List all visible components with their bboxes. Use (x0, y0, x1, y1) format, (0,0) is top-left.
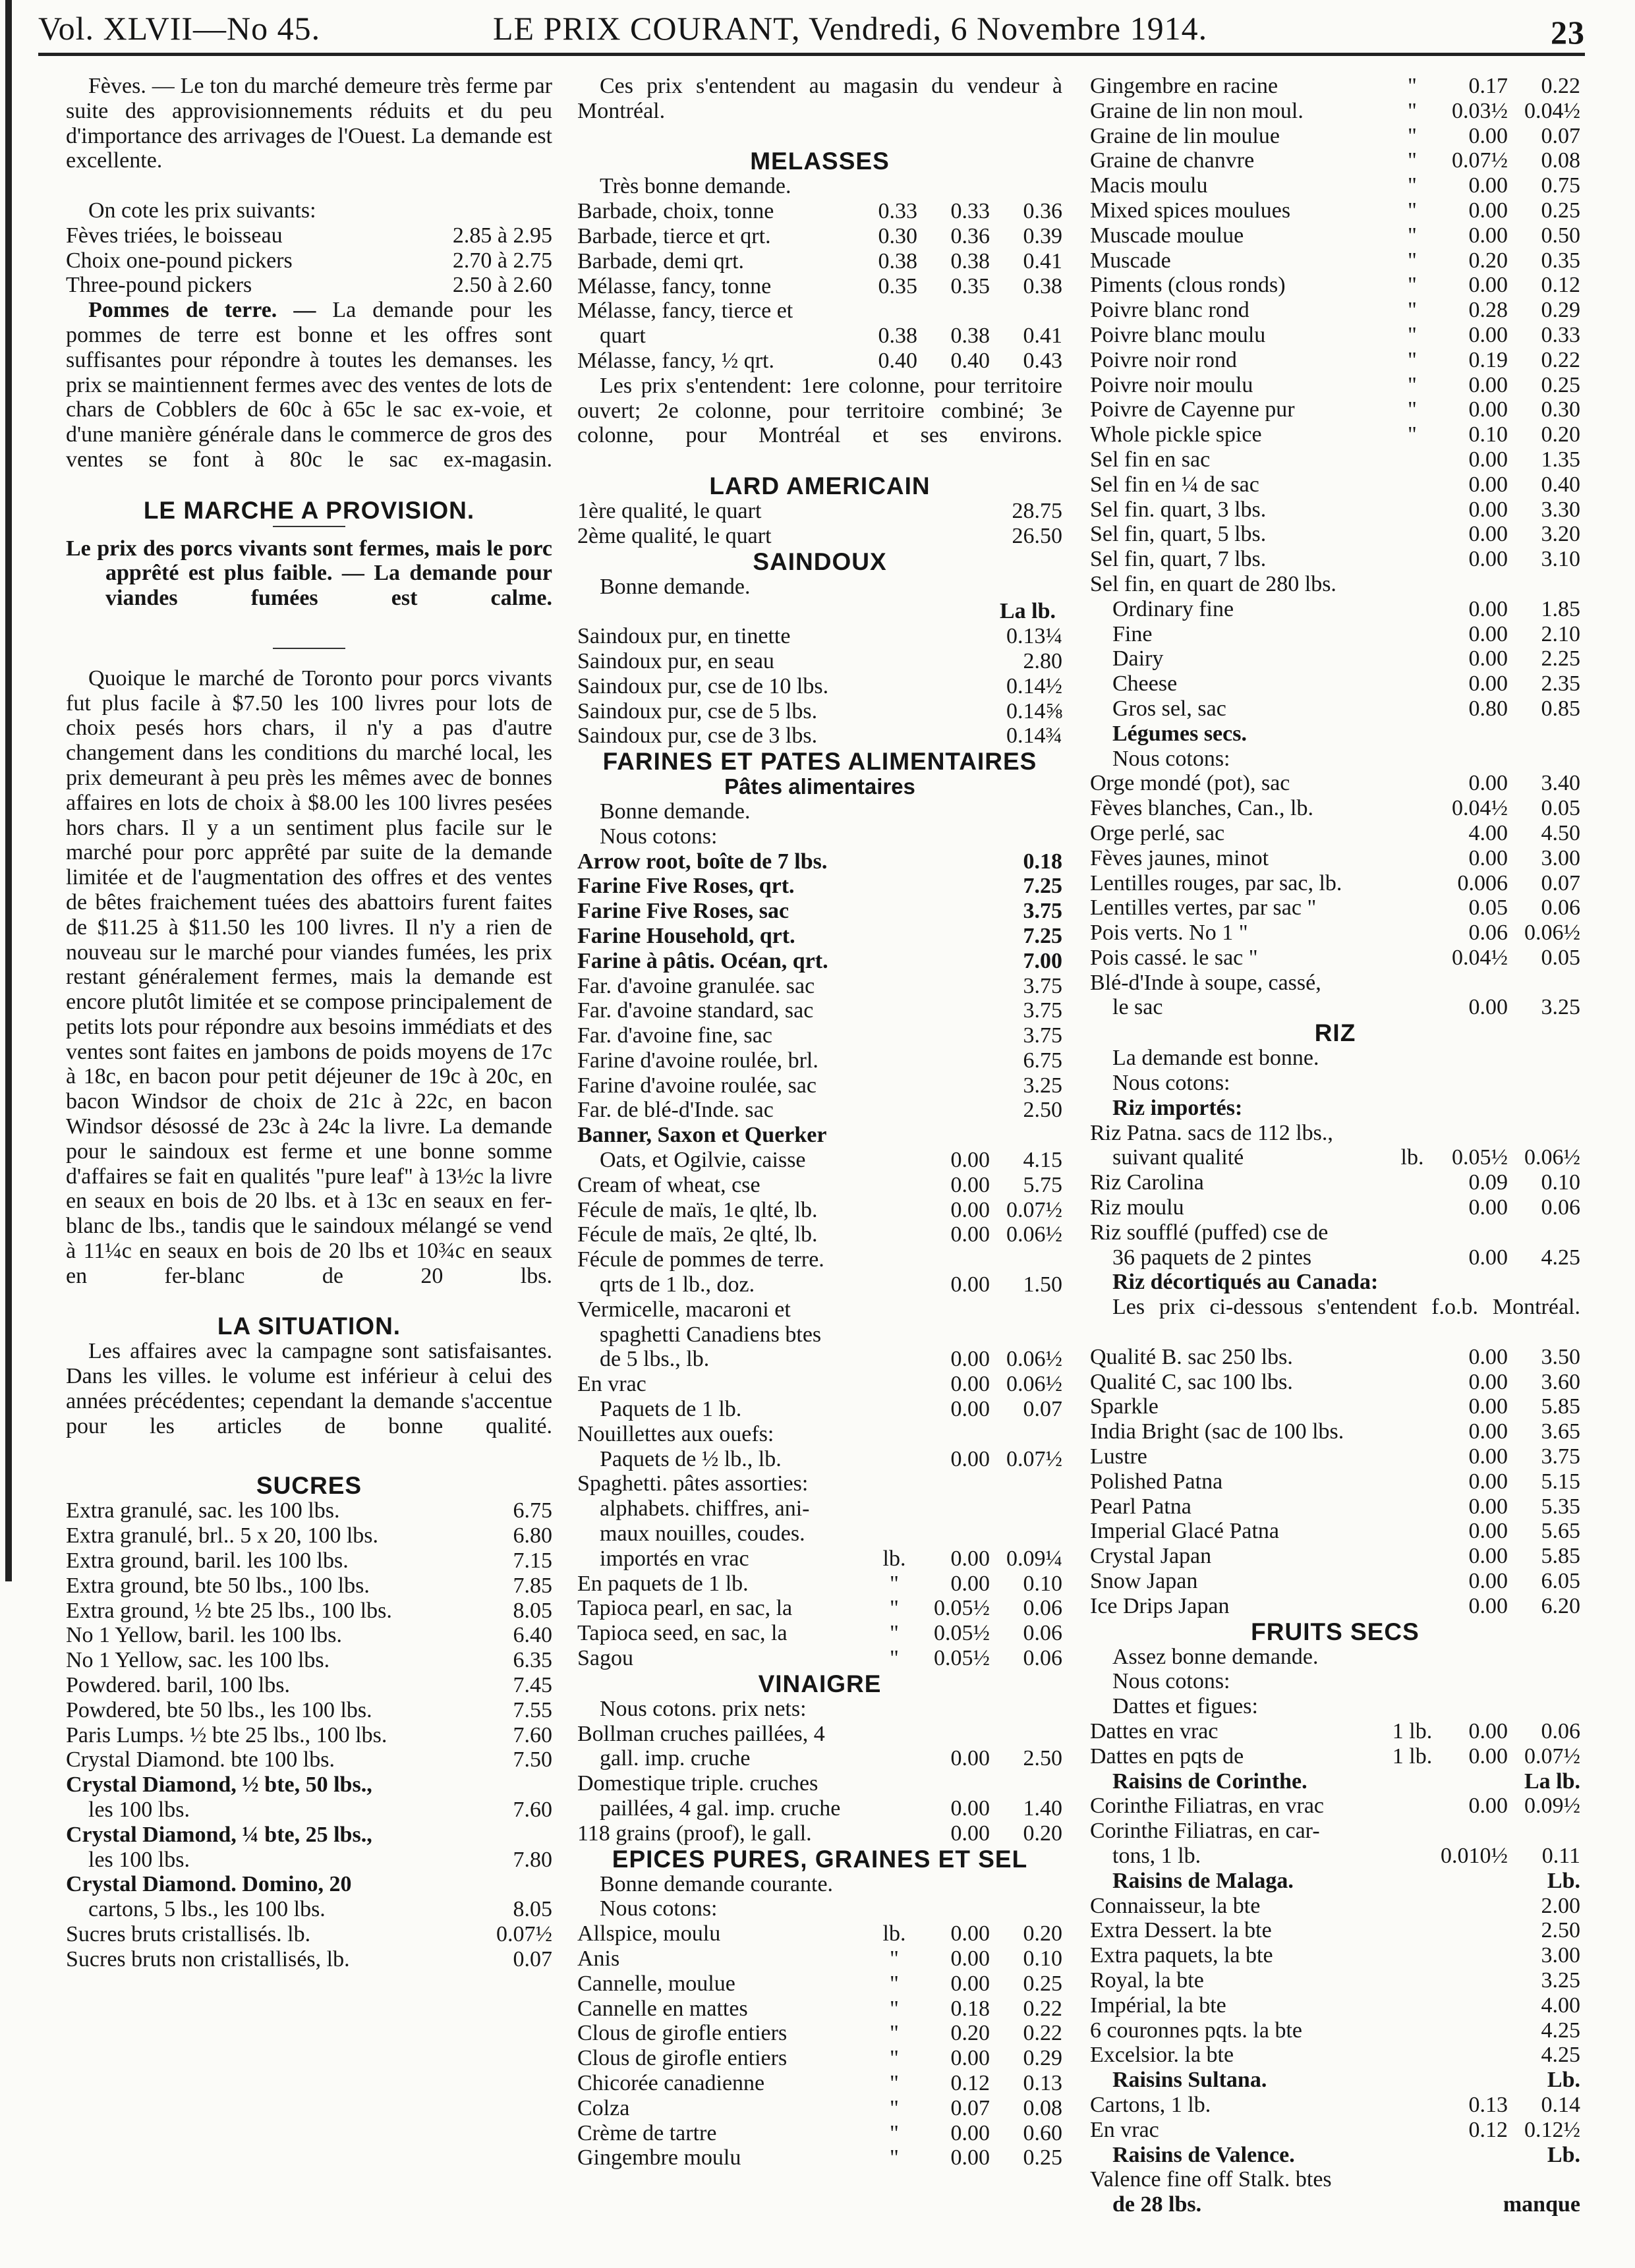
price-row: Farine d'avoine roulée, sac 3.25 (577, 1073, 1062, 1098)
epices-table-continued (1090, 74, 1580, 572)
price-row: En paquets de 1 lb. " 0.00 0.10 (577, 1571, 1062, 1596)
price-row: Dairy 0.00 2.25 (1112, 646, 1580, 671)
price-row: Poivre de Cayenne pur " 0.00 0.30 (1090, 397, 1580, 422)
farine-table-2 (577, 974, 1062, 1123)
sucres-heading: SUCRES (256, 1472, 362, 1500)
price-row: Tapioca pearl, en sac, la " 0.05½ 0.06 (577, 1596, 1062, 1621)
riz-patna-table (1090, 1145, 1580, 1170)
price-row: Far. d'avoine granulée. sac 3.75 (577, 973, 1062, 998)
price-row: suivant qualité lb. 0.05½ 0.06½ (1112, 1145, 1580, 1170)
price-row: Mélasse, fancy, ½ qrt. 0.40 0.40 0.43 (577, 348, 1062, 373)
price-row: Barbade, tierce et qrt. 0.30 0.36 0.39 (577, 223, 1062, 248)
riz-decortiques-heading: Riz décortiqués au Canada: (1112, 1270, 1379, 1295)
price-row: Poivre blanc rond " 0.28 0.29 (1090, 298, 1580, 323)
pates-subtitle-2: Nous cotons: (600, 824, 718, 849)
page-header (38, 9, 1585, 53)
section-rule (273, 526, 345, 527)
vinaigre-table-2 (577, 1796, 1062, 1846)
price-row: paillées, 4 gal. imp. cruche 0.00 1.40 (600, 1796, 1062, 1821)
column-2 (577, 74, 1062, 2261)
legumes-subtitle: Nous cotons: (1112, 746, 1230, 771)
price-row: Anis " 0.00 0.10 (577, 1946, 1062, 1971)
price-row: Gingembre moulu " 0.00 0.25 (577, 2145, 1062, 2170)
price-row: Pois verts. No 1 " 0.06 0.06½ (1090, 921, 1580, 946)
price-row: Dattes en pqts de 1 lb. 0.00 0.07½ (1090, 1744, 1580, 1769)
price-row: Graine de lin non moul. " 0.03½ 0.04½ (1090, 98, 1580, 123)
price-row: Muscade moulue " 0.00 0.50 (1090, 223, 1580, 248)
vinaigre-table (577, 1746, 1062, 1771)
price-row: Saindoux pur, cse de 5 lbs. 0.14⅝ (577, 698, 1062, 723)
melasses-table-2 (577, 324, 1062, 374)
price-row: Powdered. baril, 100 lbs. 7.45 (66, 1673, 552, 1698)
price-row: Graine de chanvre " 0.07½ 0.08 (1090, 148, 1580, 173)
price-row: No 1 Yellow, baril. les 100 lbs. 6.40 (66, 1623, 552, 1648)
price-row: Far. de blé-d'Inde. sac 2.50 (577, 1098, 1062, 1123)
pates-heading: Pâtes alimentaires (724, 774, 915, 799)
malaga-heading-row: Raisins de Malaga. Lb. (1112, 1868, 1580, 1893)
crystal-quarter-line: Crystal Diamond, ¼ bte, 25 lbs., (66, 1822, 372, 1847)
ble-line: Blé-d'Inde à soupe, cassé, (1090, 970, 1321, 995)
saindoux-table (577, 624, 1062, 749)
farines-heading: FARINES ET PATES ALIMENTAIRES (602, 748, 1037, 776)
price-row: En vrac 0.12 0.12½ (1090, 2117, 1580, 2142)
banner-line: Banner, Saxon et Querker (577, 1123, 827, 1148)
price-row: gall. imp. cruche 0.00 2.50 (600, 1746, 1062, 1771)
pommes-paragraph (66, 298, 552, 497)
journal-title: LE PRIX COURANT, Vendredi, 6 Novembre 1914. (493, 10, 1208, 47)
price-row: Ice Drips Japan 0.00 6.20 (1090, 1593, 1580, 1618)
price-row: Oats, et Ogilvie, caisse 0.00 4.15 (600, 1148, 1062, 1173)
page-edge-line (5, 0, 12, 1581)
price-row: les 100 lbs. 7.80 (88, 1847, 552, 1872)
fruits-heading: FRUITS SECS (1251, 1618, 1420, 1645)
feves-paragraph: Fèves. — Le ton du marché demeure très ferme par suite des approvisionnements réduits et du peu d'importance des arrivages de l'Ouest. La demande est excellente. (66, 74, 552, 173)
vermicelle-table (577, 1347, 1062, 1421)
nouillettes-line: Nouillettes aux ouefs: (577, 1421, 774, 1446)
melasses-table (577, 199, 1062, 298)
lard-table (577, 499, 1062, 549)
price-row: importés en vrac lb. 0.00 0.09¼ (600, 1546, 1062, 1571)
price-row: Cannelle, moulue " 0.00 0.25 (577, 1971, 1062, 1996)
sel-quart-line: Sel fin, en quart de 280 lbs. (1090, 571, 1336, 596)
spaghetti-table (577, 1546, 1062, 1671)
dattes-table (1090, 1719, 1580, 1769)
price-row: Gros sel, sac 0.80 0.85 (1112, 696, 1580, 721)
nouillettes-table (577, 1447, 1062, 1472)
valence-heading-row: Raisins de Valence. Lb. (1112, 2142, 1580, 2167)
price-row: Qualité B. sac 250 lbs. 0.00 3.50 (1090, 1344, 1580, 1369)
corinthe-table-2 (1090, 1844, 1580, 1869)
price-row: Qualité C, sac 100 lbs. 0.00 3.60 (1090, 1369, 1580, 1394)
price-row: Muscade " 0.20 0.35 (1090, 248, 1580, 273)
page-number: 23 (1551, 14, 1585, 51)
feves-intro: On cote les prix suivants: (88, 198, 316, 223)
sucres-table (66, 1498, 552, 1772)
price-row: Paquets de 1 lb. 0.00 0.07 (600, 1397, 1062, 1422)
price-row: Tapioca seed, en sac, la " 0.05½ 0.06 (577, 1621, 1062, 1646)
price-row: Clous de girofle entiers " 0.20 0.22 (577, 2021, 1062, 2046)
lard-heading: LARD AMERICAIN (709, 472, 931, 499)
price-row: Farine Five Roses, sac 3.75 (577, 899, 1062, 924)
price-row: Sagou " 0.05½ 0.06 (577, 1646, 1062, 1671)
price-row: Mixed spices moulues " 0.00 0.25 (1090, 198, 1580, 223)
price-row: Fèves jaunes, minot 0.00 3.00 (1090, 845, 1580, 870)
price-row: Extra granulé, brl.. 5 x 20, 100 lbs. 6.80 (66, 1523, 552, 1548)
price-row: Polished Patna 0.00 5.15 (1090, 1469, 1580, 1494)
header-rule (38, 53, 1585, 56)
price-row: Barbade, demi qrt. 0.38 0.38 0.41 (577, 248, 1062, 273)
vinaigre-heading: VINAIGRE (758, 1670, 882, 1697)
price-row: Royal, la bte 3.25 (1090, 1968, 1580, 1993)
column-1 (66, 74, 552, 2261)
marche-heading: LE MARCHE A PROVISION. (143, 496, 475, 524)
melasse-tierce-line: Mélasse, fancy, tierce et (577, 298, 793, 324)
riz-decortiques-table (1090, 1345, 1580, 1619)
price-row: Sel fin en sac 0.00 1.35 (1090, 447, 1580, 472)
marche-paragraph: Quoique le marché de Toronto pour porcs vivants fut plus facile à $7.50 les 100 livres pour lots de choix pesés hors chars, il n'y a pas d'autre changement dans les conditions du marché local, les prix demeurant à peu près les mêmes avec de bonnes affaires en lots de choix à $8.00 les 100 livres pesées hors chars. Il y a un sentiment plus facile sur le marché pour porc apprêté par suite de la demande limitée et de l'augmentation des offres et des ventes de bêtes fraichement tuées des abattoirs furent faites de $11.25 à $11.50 les 100 livres. Il n'y a rien de nouveau sur le marché pour viandes fumées, les prix restant généralement fermes, mais la demande est encore plutôt limitée et se compose principalement de petits lots pour répondre aux besoins immédiats et des ventes sont faites en jambons de poids moyens de 17c à 18c, en bacon pour petit déjeuner de 19c à 20c, en bacon Windsor de choix de 21c à 22c, en bacon Windsor désossé de 23c à 24c la livre. La demande pour le saindoux est ferme et une bonne somme d'affaires se fait en qualités "pure leaf" à 13½c la livre en seaux en bois de 20 lbs. et à 13c en seaux en fer-blanc de lbs., tandis que le saindoux mélangé se vend à 11¼c en seaux en bois de 20 lbs et 10¾c en seaux en fer-blanc de 20 lbs. (66, 666, 552, 1288)
price-row: 1ère qualité, le quart 28.75 (577, 498, 1062, 523)
saindoux-heading: SAINDOUX (753, 548, 887, 575)
price-row: Farine à pâtis. Océan, qrt. 7.00 (577, 948, 1062, 973)
price-row: les 100 lbs. 7.60 (88, 1798, 552, 1822)
price-row: Piments (clous ronds) " 0.00 0.12 (1090, 273, 1580, 298)
price-row: Farine Five Roses, qrt. 7.25 (577, 874, 1062, 899)
melasses-subtitle: Très bonne demande. (600, 174, 791, 199)
corinthe-table (1090, 1794, 1580, 1819)
price-row: Fèves blanches, Can., lb. 0.04½ 0.05 (1090, 796, 1580, 821)
price-row: Farine Household, qrt. 7.25 (577, 923, 1062, 948)
price-row: Orge mondé (pot), sac 0.00 3.40 (1090, 771, 1580, 796)
price-row: Paquets de ½ lb., lb. 0.00 0.07½ (600, 1446, 1062, 1471)
riz-souffle-table (1090, 1245, 1580, 1270)
price-row: Crème de tartre " 0.00 0.60 (577, 2120, 1062, 2145)
sultana-table (1090, 2093, 1580, 2143)
corinthe-carton-line: Corinthe Filiatras, en car- (1090, 1819, 1320, 1844)
price-row: 36 paquets de 2 pintes 0.00 4.25 (1112, 1245, 1580, 1270)
price-row: Choix one-pound pickers 2.70 à 2.75 (66, 248, 552, 273)
price-row: Sel fin, quart, 7 lbs. 0.00 3.10 (1090, 547, 1580, 572)
melasses-note: Les prix s'entendent: 1ere colonne, pour territoire ouvert; 2e colonne, pour territoire combiné; 3e colonne, pour Montréal et ses environs. (577, 373, 1062, 448)
pommes-heading: Pommes de terre. — (88, 298, 316, 323)
price-row: Extra granulé, sac. les 100 lbs. 6.75 (66, 1498, 552, 1523)
riz-subtitle-2: Nous cotons: (1112, 1071, 1230, 1096)
sultana-heading-row: Raisins Sultana. Lb. (1112, 2068, 1580, 2093)
sucres-bruts-table (66, 1922, 552, 1972)
riz-subtitle: La demande est bonne. (1112, 1046, 1319, 1071)
melasses-heading: MELASSES (750, 148, 890, 175)
crystal-domino-line: Crystal Diamond. Domino, 20 (66, 1872, 352, 1897)
price-row: Imperial Glacé Patna 0.00 5.65 (1090, 1519, 1580, 1544)
price-row: Saindoux pur, en tinette 0.13¼ (577, 624, 1062, 649)
corinthe-heading-row: Raisins de Corinthe. La lb. (1112, 1769, 1580, 1794)
price-row: Poivre noir moulu " 0.00 0.25 (1090, 372, 1580, 397)
price-row: India Bright (sac de 100 lbs. 0.00 3.65 (1090, 1419, 1580, 1444)
price-row: 118 grains (proof), le gall. 0.00 0.20 (577, 1821, 1062, 1846)
price-row: Excelsior. la bte 4.25 (1090, 2043, 1580, 2068)
situation-paragraph: Les affaires avec la campagne sont satisfaisantes. Dans les villes. le volume est inférieur à celui des années précédentes; cependant la demande s'accentue pour les articles de bonne qualité. (66, 1339, 552, 1438)
price-row: Extra paquets, la bte 3.00 (1090, 1943, 1580, 1968)
price-row: Chicorée canadienne " 0.12 0.13 (577, 2070, 1062, 2095)
saindoux-subtitle: Bonne demande. (600, 574, 751, 599)
volume-number: Vol. XLVII—No 45. (38, 10, 321, 47)
price-row: Extra ground, bte 50 lbs., 100 lbs. 7.85 (66, 1573, 552, 1598)
price-row: Sparkle 0.00 5.85 (1090, 1394, 1580, 1419)
price-row: Cheese 0.00 2.35 (1112, 671, 1580, 696)
fecule-line: Fécule de pommes de terre. (577, 1247, 824, 1272)
riz-heading: RIZ (1314, 1019, 1356, 1047)
price-row: Riz Carolina 0.09 0.10 (1090, 1170, 1580, 1195)
column-3 (1090, 74, 1580, 2261)
price-row: Saindoux pur, cse de 3 lbs. 0.14¾ (577, 723, 1062, 749)
price-row: Snow Japan 0.00 6.05 (1090, 1569, 1580, 1594)
epices-heading: EPICES PURES, GRAINES ET SEL (612, 1845, 1028, 1873)
price-row: Macis moulu " 0.00 0.75 (1090, 173, 1580, 198)
price-row: Cannelle en mattes " 0.18 0.22 (577, 1996, 1062, 2021)
price-row: Extra ground, ½ bte 25 lbs., 100 lbs. 8.05 (66, 1598, 552, 1623)
price-row: Cream of wheat, cse 0.00 5.75 (577, 1172, 1062, 1197)
valence-row: de 28 lbs. manque (1112, 2192, 1580, 2217)
spaghetti-line-2: alphabets. chiffres, ani- (600, 1496, 810, 1521)
spaghetti-line: Spaghetti. pâtes assorties: (577, 1471, 809, 1496)
price-row: Paris Lumps. ½ bte 25 lbs., 100 lbs. 7.60 (66, 1722, 552, 1747)
price-row: No 1 Yellow, sac. les 100 lbs. 6.35 (66, 1648, 552, 1673)
riz-souffle-line: Riz soufflé (puffed) cse de (1090, 1220, 1329, 1245)
riz-decortiques-note: Les prix ci-dessous s'entendent f.o.b. Montréal. (1112, 1295, 1580, 1320)
price-row: Far. d'avoine fine, sac 3.75 (577, 1023, 1062, 1048)
malaga-table (1090, 1894, 1580, 2068)
price-row: Poivre noir rond " 0.19 0.22 (1090, 347, 1580, 372)
pommes-text: La demande pour les pommes de terre est bonne et les offres sont suffisantes pour répondre à toutes les demanses. les prix se maintiennent fermes avec des ventes de lots de chars de Cobblers de 60c à 65c le sac ex-voie, et d'une manière générale dans le commerce de gros des ventes se font à 80c le sac ex-magasin. (66, 298, 552, 472)
price-row: Barbade, choix, tonne 0.33 0.33 0.36 (577, 199, 1062, 224)
marche-summary: Le prix des porcs vivants sont fermes, mais le porc apprêté est plus faible. — La demande pour viandes fumées est calme. (66, 536, 552, 611)
pates-table (577, 1148, 1062, 1247)
price-row: Whole pickle spice " 0.10 0.20 (1090, 422, 1580, 447)
valence-line: Valence fine off Stalk. btes (1090, 2167, 1332, 2192)
price-row: cartons, 5 lbs., les 100 lbs. 8.05 (88, 1897, 552, 1922)
price-row: 6 couronnes pqts. la bte 4.25 (1090, 2018, 1580, 2043)
price-row: Impérial, la bte 4.00 (1090, 1993, 1580, 2018)
price-row: Extra Dessert. la bte 2.50 (1090, 1918, 1580, 1943)
situation-heading: LA SITUATION. (217, 1313, 401, 1340)
price-row: Ordinary fine 0.00 1.85 (1112, 596, 1580, 621)
price-row: Connaisseur, la bte 2.00 (1090, 1893, 1580, 1918)
price-row: Sel fin. quart, 3 lbs. 0.00 3.30 (1090, 497, 1580, 522)
fecule-table (577, 1272, 1062, 1297)
price-row: 2ème qualité, le quart 26.50 (577, 523, 1062, 548)
vermicelle-line: Vermicelle, macaroni et (577, 1297, 791, 1322)
price-row: tons, 1 lb. 0.010½ 0.11 (1112, 1843, 1580, 1868)
price-row: Saindoux pur, en seau 2.80 (577, 648, 1062, 673)
saindoux-unit: La lb. (999, 599, 1056, 624)
riz-table (1090, 1170, 1580, 1220)
price-row: Colza " 0.07 0.08 (577, 2095, 1062, 2120)
epices-subtitle: Bonne demande courante. (600, 1871, 834, 1896)
price-row: Allspice, moulu lb. 0.00 0.20 (577, 1921, 1062, 1946)
price-row: Lentilles vertes, par sac " 0.05 0.06 (1090, 895, 1580, 921)
prices-intro: Ces prix s'entendent au magasin du vendeur à Montréal. (577, 74, 1062, 123)
price-row: Corinthe Filiatras, en vrac 0.00 0.09½ (1090, 1794, 1580, 1819)
legumes-heading: Légumes secs. (1112, 721, 1247, 746)
vinaigre-subtitle: Nous cotons. prix nets: (600, 1696, 807, 1721)
epices-subtitle-2: Nous cotons: (600, 1896, 718, 1921)
price-row: Lustre 0.00 3.75 (1090, 1444, 1580, 1469)
domestique-line: Domestique triple. cruches (577, 1771, 818, 1796)
price-row: Lentilles rouges, par sac, lb. 0.006 0.07 (1090, 870, 1580, 895)
pates-subtitle: Bonne demande. (600, 799, 751, 824)
section-rule (273, 648, 345, 649)
price-row: Sucres bruts cristallisés. lb. 0.07½ (66, 1921, 552, 1946)
price-row: Extra ground, baril. les 100 lbs. 7.15 (66, 1548, 552, 1573)
fruits-subtitle-2: Nous cotons: (1112, 1669, 1230, 1694)
spaghetti-line-3: maux nouilles, coudes. (600, 1521, 805, 1546)
price-row: Cartons, 1 lb. 0.13 0.14 (1090, 2092, 1580, 2117)
price-row: Arrow root, boîte de 7 lbs. 0.18 (577, 849, 1062, 874)
price-row: Orge perlé, sac 4.00 4.50 (1090, 820, 1580, 845)
price-row: Dattes en vrac 1 lb. 0.00 0.06 (1090, 1719, 1580, 1744)
price-row: qrts de 1 lb., doz. 0.00 1.50 (600, 1272, 1062, 1297)
feves-table (66, 223, 552, 298)
price-row: Far. d'avoine standard, sac 3.75 (577, 998, 1062, 1023)
price-row: Crystal Japan 0.00 5.85 (1090, 1544, 1580, 1569)
epices-table (577, 1921, 1062, 2170)
fruits-subtitle: Assez bonne demande. (1112, 1644, 1319, 1669)
price-row: Sucres bruts non cristallisés, lb. 0.07 (66, 1946, 552, 1971)
farine-table (577, 849, 1062, 974)
price-row: Sel fin en ¼ de sac 0.00 0.40 (1090, 472, 1580, 497)
bollman-line: Bollman cruches paillées, 4 (577, 1721, 825, 1746)
price-row: le sac 0.00 3.25 (1112, 995, 1580, 1020)
price-row: Fécule de maïs, 2e qlté, lb. 0.00 0.06½ (577, 1222, 1062, 1247)
fruits-subtitle-3: Dattes et figues: (1112, 1694, 1258, 1719)
price-row: Sel fin, quart, 5 lbs. 0.00 3.20 (1090, 522, 1580, 547)
price-row: Saindoux pur, cse de 10 lbs. 0.14½ (577, 673, 1062, 698)
crystal-half-line: Crystal Diamond, ½ bte, 50 lbs., (66, 1772, 372, 1798)
price-row: Mélasse, fancy, tonne 0.35 0.35 0.38 (577, 273, 1062, 298)
price-row: Fèves triées, le boisseau 2.85 à 2.95 (66, 223, 552, 248)
price-row: Clous de girofle entiers " 0.00 0.29 (577, 2046, 1062, 2071)
price-row: Riz moulu 0.00 0.06 (1090, 1195, 1580, 1220)
riz-importes-heading: Riz importés: (1112, 1095, 1243, 1120)
price-row: En vrac 0.00 0.06½ (577, 1372, 1062, 1397)
price-row: Pois cassé. le sac " 0.04½ 0.05 (1090, 945, 1580, 970)
price-row: Crystal Diamond. bte 100 lbs. 7.50 (66, 1747, 552, 1772)
riz-patna-line: Riz Patna. sacs de 112 lbs., (1090, 1120, 1333, 1145)
price-row: quart 0.38 0.38 0.41 (600, 324, 1062, 349)
price-row: Powdered, bte 50 lbs., les 100 lbs. 7.55 (66, 1697, 552, 1722)
sel-table (1090, 597, 1580, 722)
price-row: Poivre blanc moulu " 0.00 0.33 (1090, 322, 1580, 347)
vermicelle-line-2: spaghetti Canadiens btes (600, 1322, 822, 1347)
price-row: Fine 0.00 2.10 (1112, 621, 1580, 646)
price-row: Three-pound pickers 2.50 à 2.60 (66, 273, 552, 298)
price-row: de 5 lbs., lb. 0.00 0.06½ (600, 1347, 1062, 1372)
price-row: Pearl Patna 0.00 5.35 (1090, 1494, 1580, 1519)
price-row: Gingembre en racine " 0.17 0.22 (1090, 74, 1580, 98)
ble-table (1090, 995, 1580, 1020)
price-row: Graine de lin moulue " 0.00 0.07 (1090, 123, 1580, 148)
price-row: Farine d'avoine roulée, brl. 6.75 (577, 1048, 1062, 1073)
price-row: Fécule de maïs, 1e qlté, lb. 0.00 0.07½ (577, 1197, 1062, 1222)
legumes-table (1090, 771, 1580, 970)
